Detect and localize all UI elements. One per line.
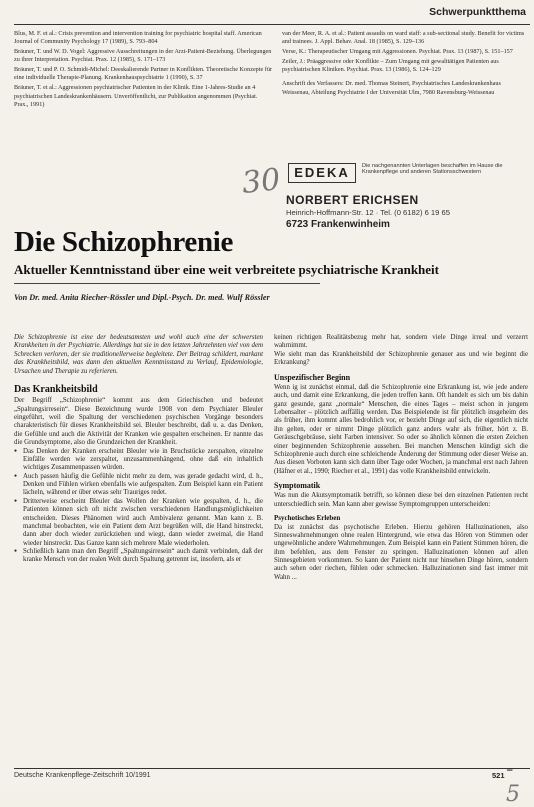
header-rule (14, 24, 530, 25)
reference-item: van der Meer, R. A. et al.: Patient assaults on ward staff: a sub-sectional study. Benefit for victims and trainees. J. Appl. Behav. Anal. 18 (1985), S. 129–136 (282, 30, 525, 46)
abstract: Die Schizophrenie ist eine der bedeutsamsten und wohl auch eine der schwersten Krankheiten in der Psychiatrie. Allerdings hat sie in den letzten Jahrzehnten viel von dem Schrecken verloren, der sie traditionellerweise begleitete. Der Beitrag schildert, markant das Krankheitsbild, was dann den aktuellen Kenntnisstand zu Verlauf, Epidemiologie, Ursachen und Therapie zu referieren. (14, 334, 263, 375)
bullet-item: ● Dritterweise erscheint Bleuler das Wollen der Kranken wie gespalten, d. h., die Patienten können sich oft nicht zwischen verschiedenen Handlungsmöglichkeiten entscheiden. Dieses Phänomen wird auch Ambivalenz genannt. Man kann z. B. manchmal beobachten, wie ein Patient dem Arzt begrüßen will, die Hand hinstreckt, dann aber doch wieder zurückziehen und wiegt, dann wieder zweimal, die Hand wieder hinstreckt. Das Ganze kann sich mehrere Male wiederholen. (14, 498, 263, 548)
paragraph: keinen richtigen Realitätsbezug mehr hat, sondern viele Dinge irreal und verzerrt wahrnimmt. (274, 334, 528, 350)
paragraph: Da ist zunächst das psychotische Erleben. Hierzu gehören Halluzinationen, also Sinneswahrnehmungen ohne realen Hintergrund, wie etwa das Hören von Stimmen oder ungewöhnliche andere Wahrnehmungen. Zum Beispiel kann ein Patient Stimmen hören, die ihm befehlen, aus dem Fenster zu springen. Halluzinationen können auf allen Sinnesgebieten vorkommen. So kann der Patient nicht nur hinsehen Dinge hören, sondern auch sehen oder riechen, fühlen oder schmecken. Halluzinationen sind fast immer mit Wahn ... (274, 523, 528, 581)
right-column (274, 334, 528, 582)
references-right (282, 30, 530, 99)
section-heading: Das Krankheitsbild (14, 383, 98, 395)
handwritten-mark: 30 (240, 162, 282, 201)
reference-item: Bräuner, T. und P. O. Schmidt-Michel: Deeskalierende Partner in Konflikten. Theoretische Konzepte für eine individuelle Therapie-Planung. Krankenhauspsychiatrie 1 (1990), S. 37 (14, 66, 273, 82)
author-address: Anschrift des Verfassers: Dr. med. Thomas Steinert, Psychiatrisches Landeskrankenhaus Weissenau, Abteilung Psychiatrie I der Universität Ulm, 7980 Ravensburg-Weissenau (282, 80, 501, 96)
bullet-item: ● Auch passen häufig die Gefühle nicht mehr zu dem, was gerade gedacht wird, d. h., Denken und Fühlen wirken ebenfalls wie aufgespalten. Zum Beispiel kann ein Patient lächeln, während er über etwas sehr Trauriges redet. (14, 473, 263, 498)
article-subtitle: Aktueller Kenntnisstand über eine weit verbreitete psychiatrische Krankheit (14, 262, 440, 277)
library-stamp (240, 163, 528, 241)
stamp-address: Heinrich-Hoffmann-Str. 12 · Tel. (0 6182) 6 19 65 (286, 208, 450, 217)
article-authors: Von Dr. med. Anita Riecher-Rössler und Dipl.-Psych. Dr. med. Wulf Rössler (14, 293, 270, 302)
stamp-notice: Die nachgenannten Unterlagen beschaffen im Hause die Krankenpflege und anderen Stationsschwestern (362, 163, 503, 176)
pencil-mark: - 5 (506, 757, 520, 807)
section-heading: Unspezifischer Beginn (274, 372, 351, 382)
reference-item: Bräuner, T. et al.: Aggressionen psychiatrischer Patienten in der Klinik. Eine 1-Jahres-Studie an 4 psychiatrischen Landeskrankenhäusern. Unveröffentlicht, zur Publikation angenommen (Psychiat. Prax., 1991) (14, 84, 258, 108)
paragraph: Wie sieht man das Krankheitsbild der Schizophrenie genauer aus und wie beginnt die Erkrankung? (274, 350, 528, 367)
subsection-heading: Psychotisches Erleben (274, 514, 341, 523)
subtitle-rule (14, 283, 320, 284)
paragraph: Der Begriff „Schizophrenie“ kommt aus dem Griechischen und bedeutet „Spaltungsirresein“. Diese Bezeichnung wurde 1908 von dem Psychiater Bleuler eingeführt, weil die Spaltung der verschiedenen psychischen Vorgänge besonders charakteristisch für dieses Krankheitsbild sei. Bleuler beschreibt, daß u. a. das Denken, die Gefühle und auch die Aktivität der Kranken wie gespalten erscheinen. Er nannte das die Grundsymptome, also die Grundzeichen der Krankheit. (14, 397, 263, 447)
left-column (14, 334, 263, 565)
bullet-item: ● Schließlich kann man den Begriff „Spaltungsirresein“ auch damit verbinden, daß der kranke Mensch von der realen Welt durch Spaltung getrennt ist, insofern, als er (14, 548, 263, 565)
bullet-item: ● Das Denken der Kranken erscheint Bleuler wie in Bruchstücke zerspalten, einzelne Einfälle werden wie zerspaltet, unzusammenhängend, ohne daß ein inhaltlich wichtiges Zusammenpassen würden. (14, 448, 263, 473)
journal-footer: Deutsche Krankenpflege-Zeitschrift 10/1991 (14, 772, 151, 779)
paragraph: Was nun die Akutsymptomatik betrifft, so können diese bei den einzelnen Patienten recht unterschiedlich sein. Man kann aber gewisse Symptomgruppen unterscheiden: (274, 492, 528, 508)
section-heading: Symptomatik (274, 481, 321, 490)
stamp-logo: EDEKA (288, 163, 356, 183)
paragraph: Wenn ig ist zunächst einmal, daß die Schizophrenie eine Erkrankung ist, wie jede andere auch, und damit eine Erkrankung, die jeden treffen kann. Oft handelt es sich um bis dahin ganz gesunde, ganz „normale“ Menschen, die eines Tages – meist schon in jungem Lebensalter – plötzlich auffällig werden. Das Beispielende ist für plötzlich insgeheim des als früher, ihm kommt alles bedrohlich vor, er bezieht Dinge auf sich, die eigentlich nicht ihn gelten, oder er nimmt Dinge plötzlich ganz anders wahr als früher, hört z. B. Geräuschgebräuse, sieht Farben intensiver. So oder so ähnlich können die ersten Zeichen einer beginnenden Schizophrenie aussehen. Bei manchen Menschen kündigt sich die Schizophrenie auch durch eine schleichende Änderung der Stimmung oder dieser Weise an. Aus diesen Vorboten kann sich dann über Tage oder Wochen, ja manchmal erst nach Jahren (Häfner et al., 1990; Riecher et al., 1991) das volle Krankheitsbild entwickeln. (274, 383, 528, 475)
reference-item: Blus, M. F. et al.: Crisis prevention and intervention training for psychiatric hospital staff. American Journal of Community Psychology 17 (1989), S. 793–804 (14, 30, 262, 46)
stamp-city: 6723 Frankenwinheim (286, 219, 390, 230)
article-title: Die Schizophrenie (14, 226, 234, 258)
reference-item: Verse, K.: Therapeutischer Umgang mit Aggressionen. Psychiat. Prax. 13 (1987), S. 151–157 (282, 48, 513, 56)
reference-item: Zeiler, J.: Präaggressive oder Konflikte – Zum Umgang mit gewalttätigen Patienten aus psychiatrischen Kliniken. Psychiat. Prax. 13 (1986), S. 124–129 (282, 57, 499, 74)
page-number: 521 (492, 771, 505, 780)
section-header: Schwerpunktthema (429, 6, 526, 18)
stamp-name: NORBERT ERICHSEN (286, 193, 419, 207)
references-left (14, 30, 272, 111)
reference-item: Bräuner, T. und W. D. Vogel: Aggressive Ausschreitungen in der Arzt-Patient-Beziehung. Überlegungen zu ihrer Interpretation. Psychiat. Prax. 12 (1985), S. 171–173 (14, 48, 272, 64)
footer-rule (14, 768, 530, 769)
